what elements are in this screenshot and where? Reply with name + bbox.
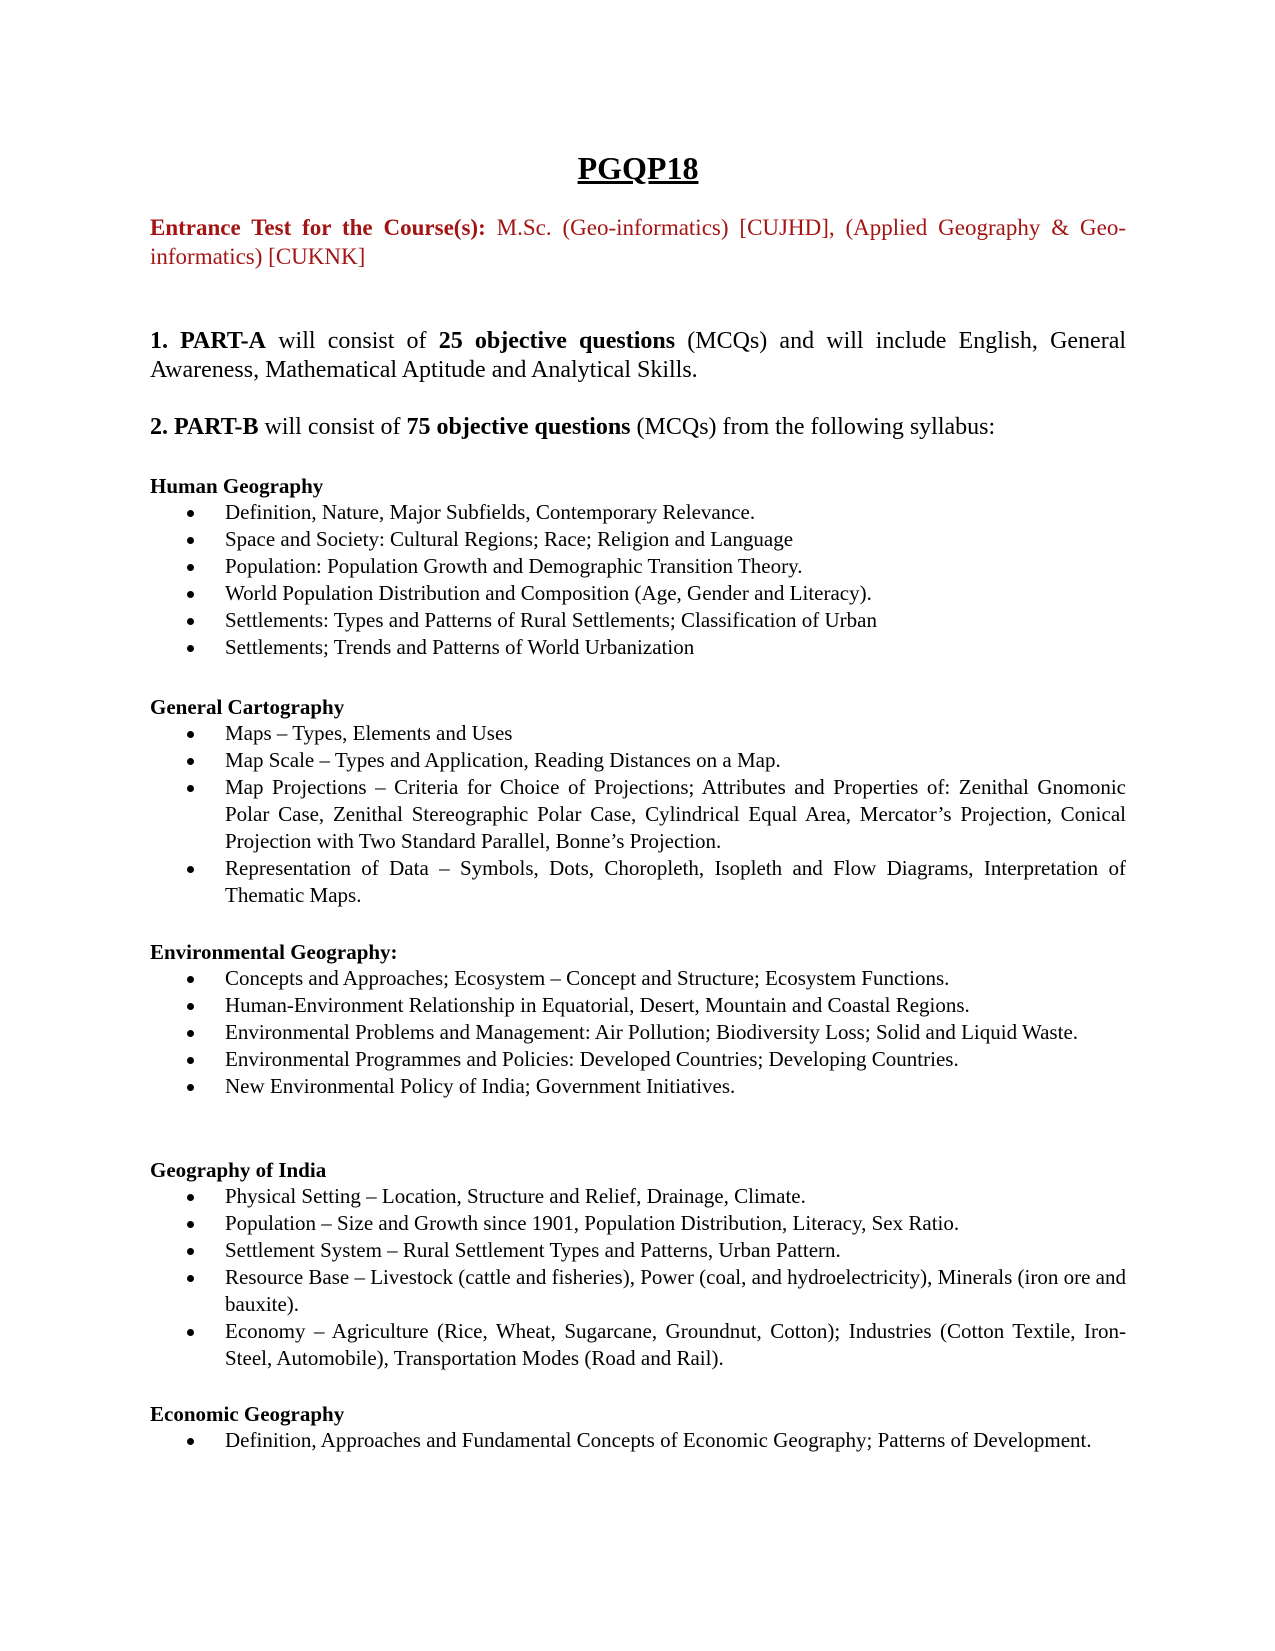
- list-item: [150, 720, 1126, 747]
- bullet-icon: [187, 1084, 194, 1091]
- syllabus-list: [150, 1427, 1126, 1454]
- list-item-text: Population – Size and Growth since 1901, Population Distribution, Literacy, Sex Ratio.: [225, 1211, 960, 1235]
- bullet-icon: [187, 1057, 194, 1064]
- list-item-text: Concepts and Approaches; Ecosystem – Concept and Structure; Ecosystem Functions.: [225, 966, 950, 990]
- list-item: [150, 634, 1126, 661]
- bullet-icon: [187, 866, 194, 873]
- bullet-icon: [187, 537, 194, 544]
- section-heading: Geography of India: [150, 1158, 327, 1182]
- list-item-text: Environmental Programmes and Policies: Developed Countries; Developing Countries.: [225, 1047, 959, 1071]
- list-item: [150, 1210, 1126, 1237]
- bullet-icon: [187, 731, 194, 738]
- bullet-icon: [187, 1329, 194, 1336]
- list-item-text: Settlement System – Rural Settlement Types and Patterns, Urban Pattern.: [225, 1238, 841, 1262]
- list-item: [150, 526, 1126, 553]
- section-economic-geography: [150, 1401, 1126, 1454]
- list-item: [150, 1264, 1126, 1318]
- list-item: [150, 1183, 1126, 1210]
- list-item-text: Definition, Nature, Major Subfields, Contemporary Relevance.: [225, 500, 756, 524]
- syllabus-list: [150, 720, 1126, 909]
- list-item: [150, 553, 1126, 580]
- list-item-text: Settlements: Types and Patterns of Rural Settlements; Classification of Urban: [225, 608, 877, 632]
- course-value: M.Sc. (Geo-informatics) [CUJHD], (Applied Geography & Geo-informatics) [CUKNK]: [150, 215, 1126, 269]
- section-human-geography: [150, 473, 1126, 661]
- list-item: [150, 965, 1126, 992]
- bullet-icon: [187, 1221, 194, 1228]
- list-item-text: Physical Setting – Location, Structure and Relief, Drainage, Climate.: [225, 1184, 806, 1208]
- list-item: [150, 1427, 1126, 1454]
- list-item-text: Representation of Data – Symbols, Dots, Choropleth, Isopleth and Flow Diagrams, Interpretation of Thematic Maps.: [225, 856, 1126, 907]
- list-item-text: World Population Distribution and Composition (Age, Gender and Literacy).: [225, 581, 872, 605]
- part-a-text-1: will consist of: [266, 328, 439, 354]
- section-environmental-geography: [150, 939, 1126, 1100]
- bullet-icon: [187, 758, 194, 765]
- bullet-icon: [187, 976, 194, 983]
- list-item: [150, 580, 1126, 607]
- list-item: [150, 747, 1126, 774]
- bullet-icon: [187, 1003, 194, 1010]
- list-item-text: Population: Population Growth and Demographic Transition Theory.: [225, 554, 803, 578]
- section-heading: Environmental Geography:: [150, 940, 398, 964]
- bullet-icon: [187, 1194, 194, 1201]
- list-item: [150, 1019, 1126, 1046]
- course-label: Entrance Test for the Course(s):: [150, 215, 486, 240]
- part-b-text-1: will consist of: [258, 414, 407, 440]
- syllabus-list: [150, 965, 1126, 1100]
- list-item-text: Space and Society: Cultural Regions; Race; Religion and Language: [225, 527, 794, 551]
- list-item-text: Settlements; Trends and Patterns of World Urbanization: [225, 635, 695, 659]
- course-line: [150, 213, 1126, 271]
- bullet-icon: [187, 591, 194, 598]
- list-item-text: New Environmental Policy of India; Government Initiatives.: [225, 1074, 736, 1098]
- list-item: [150, 1073, 1126, 1100]
- list-item: [150, 1046, 1126, 1073]
- list-item-text: Environmental Problems and Management: Air Pollution; Biodiversity Loss; Solid and Liquid Waste.: [225, 1020, 1079, 1044]
- part-a-question-count: 25 objective questions: [438, 328, 676, 354]
- list-item: [150, 774, 1126, 855]
- list-item: [150, 1318, 1126, 1372]
- part-a-description: [150, 327, 1126, 385]
- list-item-text: Economy – Agriculture (Rice, Wheat, Sugarcane, Groundnut, Cotton); Industries (Cotton Textile, Iron- Steel, Automobile), Transportation Modes (Road and Rail).: [225, 1319, 1126, 1370]
- section-heading: Economic Geography: [150, 1402, 345, 1426]
- syllabus-list: [150, 1183, 1126, 1372]
- part-b-description: [150, 413, 1126, 442]
- list-item-text: Map Scale – Types and Application, Reading Distances on a Map.: [225, 748, 781, 772]
- list-item: [150, 855, 1126, 909]
- page-title: PGQP18: [577, 150, 699, 186]
- list-item: [150, 1237, 1126, 1264]
- section-geography-of-india: [150, 1157, 1126, 1372]
- bullet-icon: [187, 785, 194, 792]
- bullet-icon: [187, 1030, 194, 1037]
- bullet-icon: [187, 564, 194, 571]
- list-item: [150, 499, 1126, 526]
- bullet-icon: [187, 1275, 194, 1282]
- part-b-number: 2. PART-B: [150, 414, 259, 440]
- section-general-cartography: [150, 694, 1126, 909]
- section-heading: General Cartography: [150, 695, 345, 719]
- list-item: [150, 607, 1126, 634]
- bullet-icon: [187, 1248, 194, 1255]
- list-item-text: Map Projections – Criteria for Choice of Projections; Attributes and Properties of: Zenithal Gnomonic Polar Case, Zenithal Stereographic Polar Case, Cylindrical Equal Area, Mercator’s Projection, Conical Projection with Two Standard Parallel, Bonne’s Projection.: [225, 775, 1126, 853]
- part-b-text-2: (MCQs) from the following syllabus:: [630, 414, 996, 440]
- list-item-text: Maps – Types, Elements and Uses: [225, 721, 513, 745]
- bullet-icon: [187, 1438, 194, 1445]
- list-item-text: Resource Base – Livestock (cattle and fisheries), Power (coal, and hydroelectricity), Minerals (iron ore and bauxite).: [225, 1265, 1126, 1316]
- list-item-text: Human-Environment Relationship in Equatorial, Desert, Mountain and Coastal Regions.: [225, 993, 970, 1017]
- syllabus-list: [150, 499, 1126, 661]
- list-item: [150, 992, 1126, 1019]
- part-a-number: 1. PART-A: [150, 328, 267, 354]
- bullet-icon: [187, 618, 194, 625]
- bullet-icon: [187, 645, 194, 652]
- section-heading: Human Geography: [150, 474, 324, 498]
- bullet-icon: [187, 510, 194, 517]
- part-b-question-count: 75 objective questions: [406, 414, 631, 440]
- list-item-text: Definition, Approaches and Fundamental Concepts of Economic Geography; Patterns of Development.: [225, 1428, 1092, 1452]
- part-a-text-2: (MCQs) and will include English, General Awareness, Mathematical Aptitude and Analytical Skills.: [150, 328, 1127, 383]
